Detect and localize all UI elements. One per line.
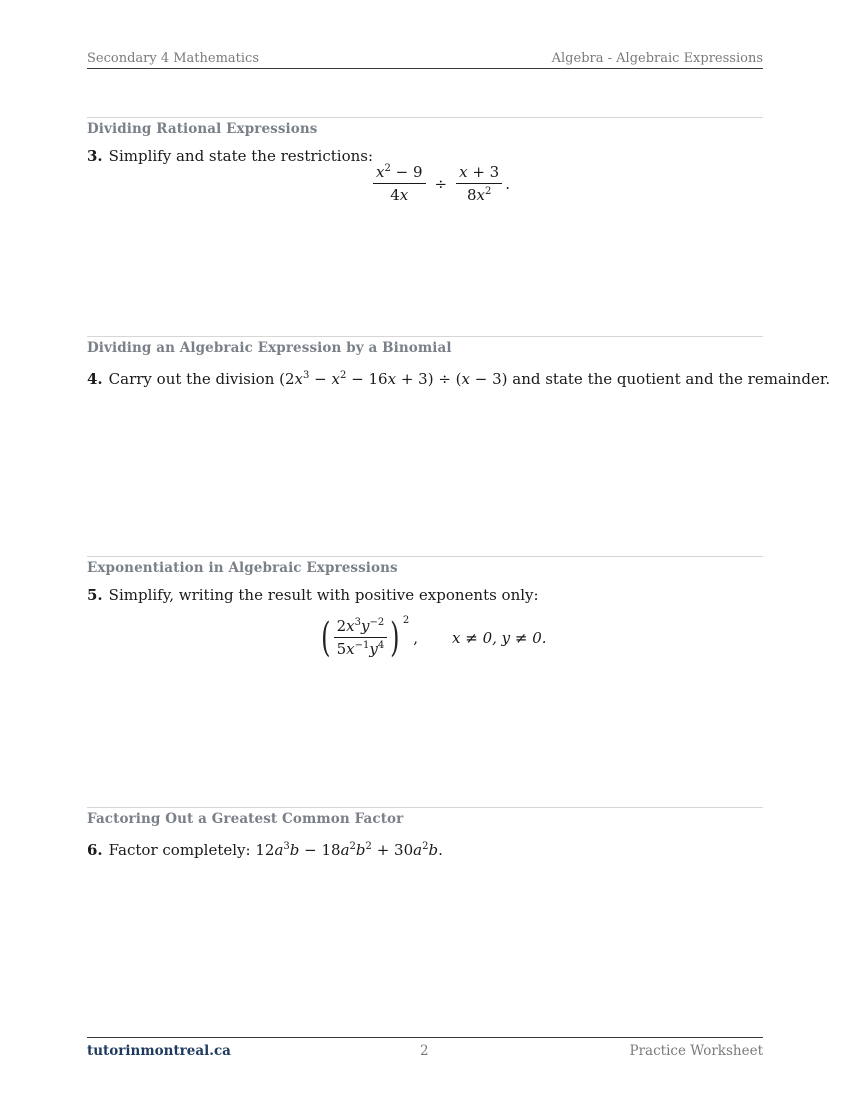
problem-5-expression: ( $\frac{2x^3y^{-2}}{5x^{-1}y^4}$ ) 2 , x ≠ 0, y ≠ 0. xyxy=(321,614,547,661)
problem-number: 6. xyxy=(87,841,103,859)
topic-title: Algebra - Algebraic Expressions xyxy=(551,51,763,66)
section-divider xyxy=(87,556,763,557)
course-title: Secondary 4 Mathematics xyxy=(87,51,260,66)
page-number: 2 xyxy=(420,1043,429,1059)
problem-number: 3. xyxy=(87,147,103,165)
section-divider xyxy=(87,117,763,118)
section-title: Dividing an Algebraic Expression by a Binomial xyxy=(87,340,452,356)
site-link[interactable]: tutorinmontreal.ca xyxy=(87,1043,231,1059)
problem-3 xyxy=(87,147,373,165)
restriction-condition: x ≠ 0, y ≠ 0. xyxy=(452,628,547,647)
section-title: Exponentiation in Algebraic Expressions xyxy=(87,560,398,576)
problem-4 xyxy=(87,370,830,388)
factor-expression: $12a^3b - 18a^2b^2 + 30a^2b$. xyxy=(255,841,443,859)
running-header xyxy=(87,50,763,69)
fraction: $\frac{x + 3}{8x^2}$ xyxy=(456,163,502,204)
problem-5 xyxy=(87,586,539,604)
problem-6 xyxy=(87,841,443,859)
problem-text: Factor completely: xyxy=(108,841,251,859)
section-title: Dividing Rational Expressions xyxy=(87,121,318,137)
problem-text: Carry out the division xyxy=(108,370,275,388)
problem-text: Simplify, writing the result with positive exponents only: xyxy=(108,586,539,604)
problem-3-expression: $\frac{x^2 - 9}{4x}$ ÷ $\frac{x + 3}{8x^2}$ . xyxy=(370,163,510,204)
problem-text: and state the quotient and the remainder. xyxy=(512,370,831,388)
section-divider xyxy=(87,807,763,808)
page-footer xyxy=(87,1037,763,1061)
section-title: Factoring Out a Greatest Common Factor xyxy=(87,811,404,827)
document-type: Practice Worksheet xyxy=(629,1043,763,1059)
fraction: $\frac{x^2 - 9}{4x}$ xyxy=(373,163,426,204)
problem-number: 4. xyxy=(87,370,103,388)
division-expression: $(2x^3 - x^2 - 16x + 3) \div (x - 3)$ xyxy=(279,370,508,388)
problem-number: 5. xyxy=(87,586,103,604)
fraction: $\frac{2x^3y^{-2}}{5x^{-1}y^4}$ xyxy=(334,617,388,658)
problem-text: Simplify and state the restrictions: xyxy=(108,147,374,165)
section-divider xyxy=(87,336,763,337)
